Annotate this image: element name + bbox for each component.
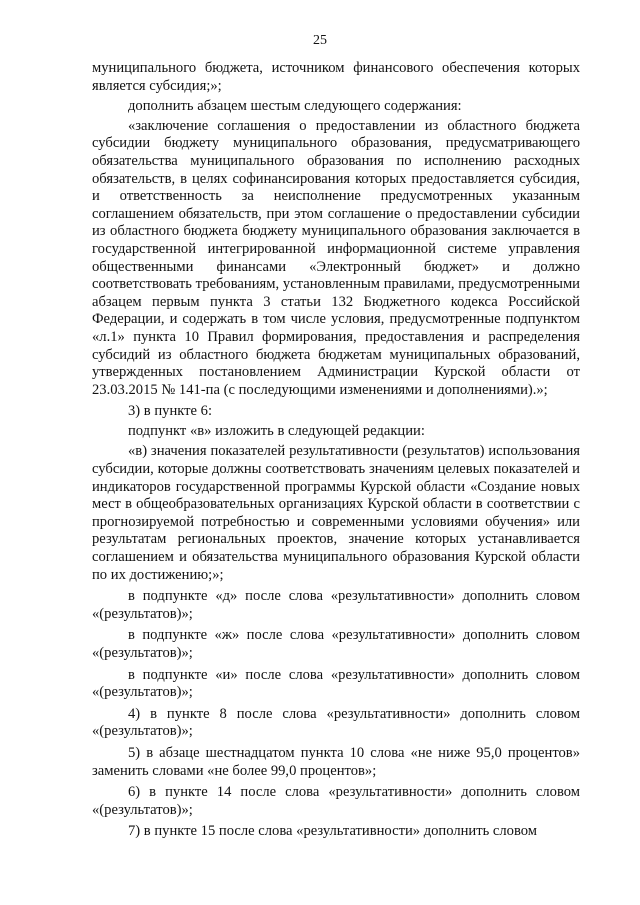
paragraph-item-7: 7) в пункте 15 после слова «результативности» дополнить словом	[128, 823, 538, 840]
paragraph-item-5: 5) в абзаце шестнадцатом пункта 10 слова «не ниже 95,0 процентов» заменить словами «не более 99,0 процентов»;	[92, 744, 580, 779]
paragraph-item-3: 3) в пункте 6:	[128, 403, 213, 420]
paragraph-agreement-text: «заключение соглашения о предоставлении из областного бюджета субсидии бюджету муниципального образования, предусматривающего обязательства муниципального образования по исполнению расходных обязательств, в целях софинансирования которых предоставляется субсидия, и ответственность за неисполнение предусмотренных указанным соглашением обязательств, при этом соглашение о предоставлении субсидии из областного бюджета бюджету муниципального образования заключается в государственной интегрированной информационной системе управления общественными финансами «Электронный бюджет» и должно соответствовать требованиям, установленным правилами, предусмотренными абзацем первым пункта 3 статьи 132 Бюджетного кодекса Российской Федерации, и содержать в том числе условия, предусмотренные подпунктом «л.1» пункта 10 Правил формирования, предоставления и распределения субсидий из областного бюджета бюджетам муниципальных образований, утвержденных постановлением Администрации Курской области от 23.03.2015 № 141-па (с последующими изменениями и дополнениями).»;	[92, 117, 580, 398]
paragraph-subitem-i: в подпункте «и» после слова «результативности» дополнить словом «(результатов)»;	[92, 666, 580, 701]
paragraph-subitem-v-text: «в) значения показателей результативности (результатов) использования субсидии, которые должны соответствовать значениям целевых показателей и индикаторов государственной программы Курской области «Создание новых мест в общеобразовательных организациях Курской области в соответствии с прогнозируемой потребностью и современными условиями обучения» или результатам региональных проектов, значение которых устанавливается соглашением и обязательства муниципального образования Курской области по их достижению;»;	[92, 443, 580, 583]
page-number: 25	[313, 33, 327, 48]
paragraph-item-4: 4) в пункте 8 после слова «результативности» дополнить словом «(результатов)»;	[92, 705, 580, 740]
document-body	[92, 60, 580, 841]
paragraph-subitem-zh: в подпункте «ж» после слова «результативности» дополнить словом «(результатов)»;	[92, 627, 580, 661]
paragraph-add-sixth-abzac: дополнить абзацем шестым следующего содержания:	[128, 97, 462, 114]
paragraph-subitem-d: в подпункте «д» после слова «результативности» дополнить словом «(результатов)»;	[92, 588, 580, 622]
paragraph-item-6: 6) в пункте 14 после слова «результативности» дополнить словом «(результатов)»;	[92, 784, 580, 818]
paragraph-subitem-v-intro: подпункт «в» изложить в следующей редакции:	[128, 423, 425, 440]
paragraph-continuation: муниципального бюджета, источником финансового обеспечения которых является субсидия;»;	[92, 60, 580, 94]
